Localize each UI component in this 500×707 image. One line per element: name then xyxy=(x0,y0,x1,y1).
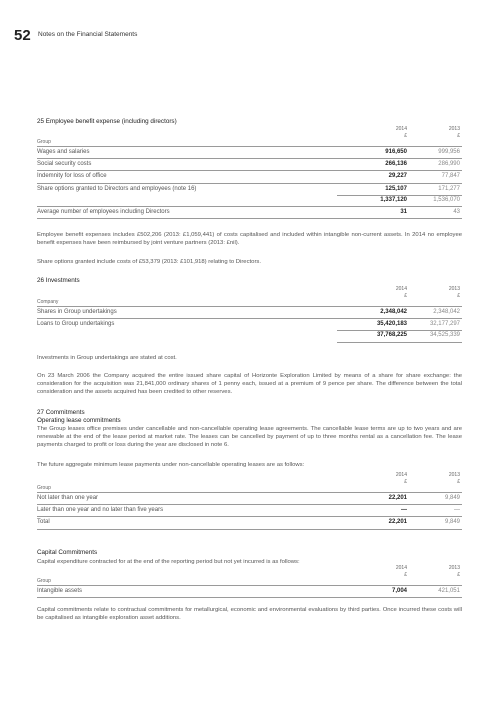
capital-commitments-paragraph: Capital commitments relate to contractual commitments for metallurgical, economic and environmental evaluations by third parties. Once incurred these costs will be capitalised as intangible exploration asset additions. xyxy=(37,607,462,622)
capital-table xyxy=(37,565,462,598)
table-row: Share options granted to Directors and employees (note 16) 125,107 171,277 xyxy=(37,183,462,195)
table-row: Not later than one year 22,201 9,849 xyxy=(37,492,462,504)
capital-commitments-title: Capital Commitments xyxy=(37,549,98,556)
employees-row: Average number of employees including Directors 31 43 xyxy=(37,206,462,218)
col-2014: 2014 £ xyxy=(395,126,407,139)
table-row: Social security costs 266,136 286,990 xyxy=(37,158,462,170)
table-row: Loans to Group undertakings 35,420,183 32,177,297 xyxy=(37,318,462,330)
total-row: Total 22,201 9,849 xyxy=(37,516,462,528)
note-26-title: 26 Investments xyxy=(37,277,80,284)
col-2014: 2014 £ xyxy=(395,472,407,485)
group-label: Group xyxy=(37,485,51,491)
table-row: Wages and salaries 916,650 999,956 xyxy=(37,146,462,158)
table-row: Indemnity for loss of office 29,227 77,847 xyxy=(37,170,462,182)
operating-lease-subtitle: Operating lease commitments xyxy=(37,417,121,424)
total-row: 37,768,225 34,525,339 xyxy=(37,330,462,341)
note-27-paragraph-2: The future aggregate minimum lease payments under non-cancellable operating leases are as follows: xyxy=(37,462,305,468)
employee-expense-table xyxy=(37,126,462,219)
table-header xyxy=(37,126,462,146)
note-27-paragraph-1: The Group leases office premises under cancellable and non-cancellable operating lease agreements. The cancellable lease terms are up to two years and are renewable at the end of the lease period at market rate. The leases can be cancelled by payment of up to three months rental as a cancellation fee. The lease payments charged to profit or loss during the year are disclosed in note 6. xyxy=(37,426,462,449)
col-2013: 2013 £ xyxy=(448,472,460,485)
note-25-title: 25 Employee benefit expense (including directors) xyxy=(37,118,177,125)
note-26-paragraph-2: On 23 March 2006 the Company acquired the entire issued share capital of Horizonte Exploration Limited by means of a share for share exchange: the consideration for the acquisition was 21,841,000 ordinary shares of 1 penny each, issued at a premium of 9 pence per share. The difference between the total consideration and the assets acquired has been credited to other reserves. xyxy=(37,373,462,396)
lease-table xyxy=(37,472,462,530)
table-row: Later than one year and no later than five years — — xyxy=(37,504,462,516)
col-2013: 2013 £ xyxy=(448,126,460,139)
note-25-paragraph-1: Employee benefit expenses includes £502,206 (2013: £1,059,441) of costs capitalised and included within intangible non-current assets. In 2014 no employee benefit expenses have been reimbursed by joint venture partners (2013: £nil). xyxy=(37,232,462,247)
table-row: Intangible assets 7,004 421,051 xyxy=(37,585,462,597)
col-2013: 2013 £ xyxy=(448,286,460,299)
capital-commitments-intro: Capital expenditure contracted for at the end of the reporting period but not yet incurred is as follows: xyxy=(37,559,300,565)
note-27-title: 27 Commitments xyxy=(37,409,85,416)
col-2014: 2014 £ xyxy=(395,565,407,578)
running-title: Notes on the Financial Statements xyxy=(38,31,138,38)
group-label: Group xyxy=(37,139,51,145)
table-header xyxy=(37,472,462,492)
note-25-paragraph-2: Share options granted include costs of £53,379 (2013: £101,918) relating to Directors. xyxy=(37,259,261,265)
total-row: 1,337,120 1,536,070 xyxy=(37,195,462,206)
note-26-paragraph-1: Investments in Group undertakings are stated at cost. xyxy=(37,355,177,361)
group-label: Company xyxy=(37,299,59,305)
col-2014: 2014 £ xyxy=(395,286,407,299)
table-row: Shares in Group undertakings 2,348,042 2,348,042 xyxy=(37,306,462,318)
table-header xyxy=(37,286,462,306)
col-2013: 2013 £ xyxy=(448,565,460,578)
investments-table xyxy=(37,286,462,342)
table-header xyxy=(37,565,462,585)
group-label: Group xyxy=(37,578,51,584)
page-number: 52 xyxy=(14,27,31,44)
